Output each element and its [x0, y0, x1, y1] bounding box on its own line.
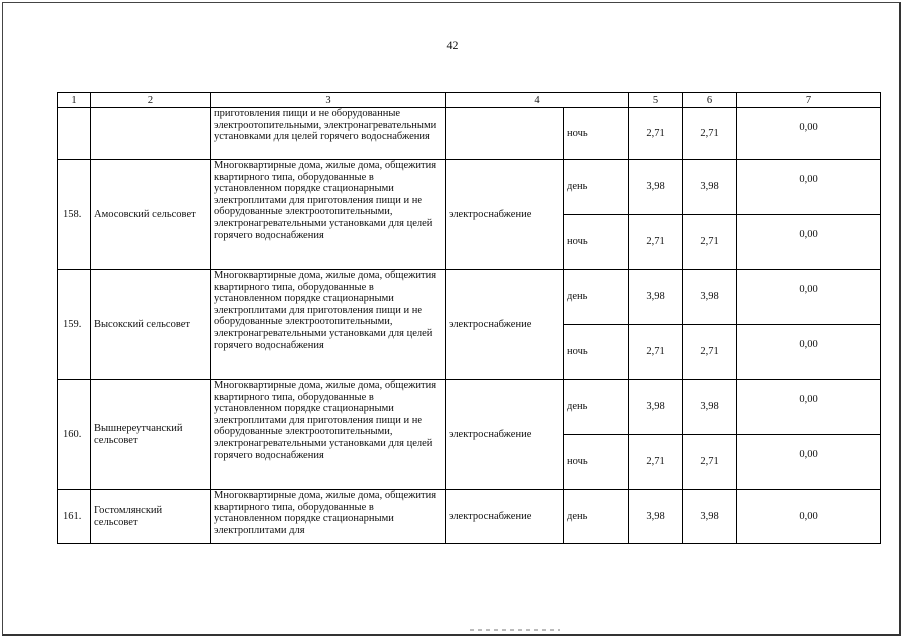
row-description-cell: Многоквартирные дома, жилые дома, общежития квартирного типа, оборудованные в установленном порядке стационарными электроплитами для приготовления пищи и не оборудованные электроотопительными, электронагревательными установками для целей горячего водоснабжения: [211, 380, 446, 490]
row-col5-cell: 3,98: [629, 490, 683, 544]
row-name-cell: Амосовский сельсовет: [91, 160, 211, 270]
row-col5-cell: 2,71: [629, 435, 683, 490]
header-cell: 3: [211, 93, 446, 108]
row-col5-cell: 2,71: [629, 215, 683, 270]
table-row: [58, 270, 881, 325]
row-name-cell: Высокский сельсовет: [91, 270, 211, 380]
row-service-cell: электроснабжение: [446, 380, 564, 490]
header-cell: 6: [683, 93, 737, 108]
row-col7-cell: 0,00: [737, 435, 881, 490]
table-row: [58, 490, 881, 544]
row-period-cell: день: [564, 490, 629, 544]
row-col6-cell: 2,71: [683, 108, 737, 160]
row-period-cell: день: [564, 380, 629, 435]
row-col7-cell: 0,00: [737, 270, 881, 325]
row-service-cell: электроснабжение: [446, 160, 564, 270]
row-description-cell: Многоквартирные дома, жилые дома, общежития квартирного типа, оборудованные в установленном порядке стационарными электроплитами для приготовления пищи и не оборудованные электроотопительными, электронагревательными установками для целей горячего водоснабжения: [211, 270, 446, 380]
row-col7-cell: 0,00: [737, 325, 881, 380]
tariff-table: [57, 92, 881, 544]
row-col5-cell: 3,98: [629, 270, 683, 325]
row-col6-cell: 3,98: [683, 160, 737, 215]
row-col6-cell: 2,71: [683, 215, 737, 270]
table-row: [58, 380, 881, 435]
row-service-cell: электроснабжение: [446, 490, 564, 544]
table-row: [58, 160, 881, 215]
row-number-cell: 158.: [58, 160, 91, 270]
row-description-cell: Многоквартирные дома, жилые дома, общежития квартирного типа, оборудованные в установленном порядке стационарными электроплитами для: [211, 490, 446, 544]
header-cell: 7: [737, 93, 881, 108]
row-period-cell: ночь: [564, 435, 629, 490]
row-period-cell: день: [564, 270, 629, 325]
header-row: [58, 93, 881, 108]
row-col5-cell: 3,98: [629, 160, 683, 215]
header-cell: 2: [91, 93, 211, 108]
row-col7-cell: 0,00: [737, 380, 881, 435]
row-col6-cell: 3,98: [683, 270, 737, 325]
row-name-cell: Гостомлянский сельсовет: [91, 490, 211, 544]
row-number-cell: 160.: [58, 380, 91, 490]
row-col5-cell: 2,71: [629, 108, 683, 160]
row-col6-cell: 2,71: [683, 435, 737, 490]
header-cell: 1: [58, 93, 91, 108]
row-name-cell: Вышнереутчанский сельсовет: [91, 380, 211, 490]
header-cell: 5: [629, 93, 683, 108]
row-number-cell: 159.: [58, 270, 91, 380]
row-number-cell: [58, 108, 91, 160]
row-description-cell: приготовления пищи и не оборудованные электроотопительными, электронагревательными установками для целей горячего водоснабжения: [211, 108, 446, 160]
row-name-cell: [91, 108, 211, 160]
row-col5-cell: 3,98: [629, 380, 683, 435]
row-col7-cell: 0,00: [737, 490, 881, 544]
row-col7-cell: 0,00: [737, 215, 881, 270]
row-service-cell: [446, 108, 564, 160]
page-number: 42: [446, 38, 459, 52]
row-period-cell: ночь: [564, 215, 629, 270]
row-number-cell: 161.: [58, 490, 91, 544]
table-row: [58, 108, 881, 160]
row-col5-cell: 2,71: [629, 325, 683, 380]
row-col6-cell: 3,98: [683, 380, 737, 435]
row-col7-cell: 0,00: [737, 160, 881, 215]
row-period-cell: день: [564, 160, 629, 215]
row-col6-cell: 3,98: [683, 490, 737, 544]
row-col7-cell: 0,00: [737, 108, 881, 160]
row-col6-cell: 2,71: [683, 325, 737, 380]
row-period-cell: ночь: [564, 108, 629, 160]
header-cell: 4: [446, 93, 629, 108]
row-description-cell: Многоквартирные дома, жилые дома, общежития квартирного типа, оборудованные в установленном порядке стационарными электроплитами для приготовления пищи и не оборудованные электроотопительными, электронагревательными установками для целей горячего водоснабжения: [211, 160, 446, 270]
scan-artifact: [470, 629, 560, 631]
row-service-cell: электроснабжение: [446, 270, 564, 380]
row-period-cell: ночь: [564, 325, 629, 380]
